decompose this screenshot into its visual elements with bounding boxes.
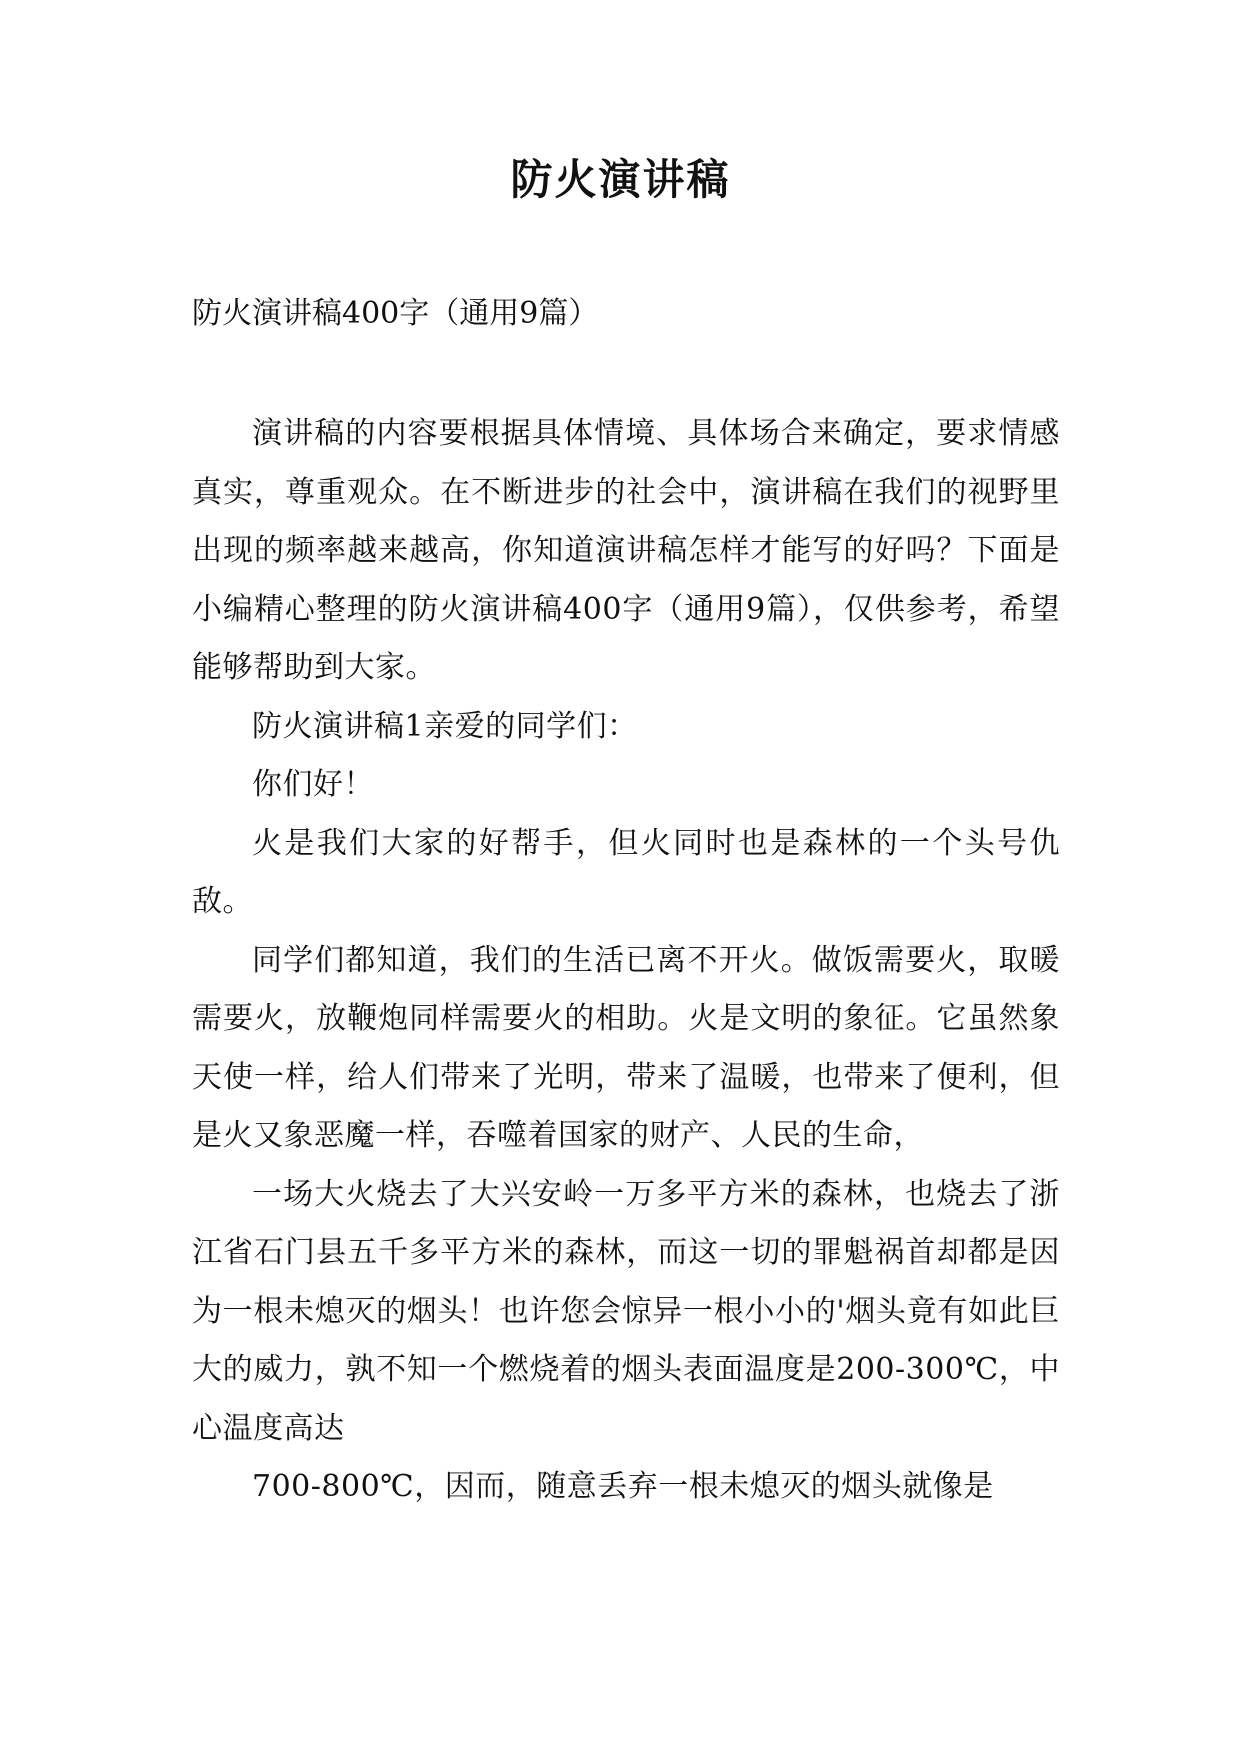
paragraph-fire-helper: 火是我们大家的好帮手，但火同时也是森林的一个头号仇敌。 <box>192 825 1060 919</box>
paragraph-cigarette: 700-800℃，因而，随意丢弃一根未熄灭的烟头就像是 <box>252 1469 994 1504</box>
paragraph-forest-fire: 一场大火烧去了大兴安岭一万多平方米的森林，也烧去了浙江省石门县五千多平方米的森林，而这一切的罪魁祸首却都是因为一根未熄灭的烟头！也许您会惊异一根小小的'烟头竟有如此巨大的威力，孰不知一个燃烧着的烟头表面温度是200-300℃，中心温度高达 <box>192 1176 1060 1446</box>
document-subtitle: 防火演讲稿400字（通用9篇） <box>192 296 599 331</box>
paragraph-intro: 演讲稿的内容要根据具体情境、具体场合来确定，要求情感真实，尊重观众。在不断进步的社会中，演讲稿在我们的视野里出现的频率越来越高，你知道演讲稿怎样才能写的好吗？下面是小编精心整理的防火演讲稿400字（通用9篇），仅供参考，希望能够帮助到大家。 <box>192 416 1060 685</box>
paragraph-greeting: 你们好！ <box>252 767 374 802</box>
document-title: 防火演讲稿 <box>510 155 731 204</box>
document-body <box>192 405 1060 1517</box>
paragraph-fire-life: 同学们都知道，我们的生活已离不开火。做饭需要火，取暖需要火，放鞭炮同样需要火的相助。火是文明的象征。它虽然象天使一样，给人们带来了光明，带来了温暖，也带来了便利，但是火又象恶魔一样，吞噬着国家的财产、人民的生命， <box>192 942 1060 1153</box>
paragraph-salutation: 防火演讲稿1亲爱的同学们： <box>252 708 638 744</box>
